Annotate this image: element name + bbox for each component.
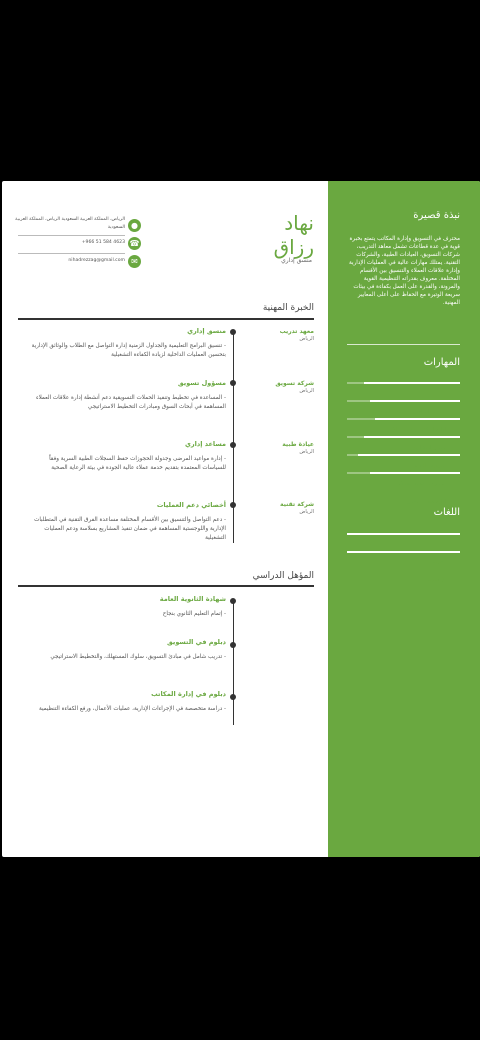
experience-entry <box>30 439 226 473</box>
degree-description: - تدريب شامل في مبادئ التسويق، سلوك المستهلك، والتخطيط الاستراتيجي <box>30 653 226 662</box>
degree-description: - إتمام التعليم الثانوي بنجاح <box>30 610 226 619</box>
skill-name: إدارة المكاتب والأعمال الإدارية <box>382 427 446 433</box>
org-city: الرياض <box>299 388 314 394</box>
timeline-line <box>233 331 234 543</box>
skill-bar <box>347 436 460 438</box>
section-rule <box>18 585 314 587</box>
experience-entry <box>30 500 226 543</box>
education-entry <box>30 689 226 714</box>
languages-title: اللغات <box>433 507 460 518</box>
timeline-dot <box>230 502 236 508</box>
language-bar <box>347 551 460 553</box>
skill-name: مهارات التواصل والعلاقات الشخصية <box>371 409 446 415</box>
skill-level <box>358 454 460 456</box>
org-name: شركة تسويق <box>275 380 314 387</box>
skill-item <box>347 379 460 415</box>
skill-level <box>364 436 460 438</box>
org-city: الرياض <box>299 509 314 515</box>
experience-title: الخبرة المهنية <box>262 303 314 313</box>
person-name <box>274 211 314 259</box>
skill-level <box>370 472 460 474</box>
org-name: شركة تقنية <box>280 501 314 508</box>
skill-level <box>375 418 460 420</box>
summary-title: نبذة قصيرة <box>413 210 460 221</box>
role-title: مساعد إداري <box>184 440 226 448</box>
org-city: الرياض <box>299 449 314 455</box>
email-text[interactable]: nihadrezzag@gmail.com <box>68 258 125 263</box>
section-rule <box>18 318 314 320</box>
experience-entry <box>30 378 226 412</box>
contact-divider <box>18 235 125 236</box>
location-pin-icon: ● <box>128 219 141 232</box>
degree-title: دبلوم في إدارة المكاتب <box>151 690 226 698</box>
skill-name: المهارات التقنية <box>413 463 446 469</box>
timeline-dot <box>230 380 236 386</box>
resume-main <box>2 181 328 857</box>
resume-page <box>2 181 480 857</box>
timeline-dot <box>230 642 236 648</box>
language-name: العربية <box>432 559 446 565</box>
org-name: عيادة طبية <box>282 441 314 448</box>
sidebar-divider <box>347 344 460 345</box>
degree-title: شهادة الثانوية العامة <box>159 595 226 603</box>
role-description: - تنسيق البرامج التعليمية والجداول الزمنية إدارة التواصل مع الطلاب والوثائق الإدارية بتحسين العمليات الداخلية لزيادة الكفاءة التشغيلية <box>30 342 226 360</box>
name-last: رزاق <box>273 235 314 259</box>
timeline-dot <box>230 598 236 604</box>
role-description: - إدارة مواعيد المرضى وجدولة الحجوزات حفظ السجلات الطبية السرية وفقاً للسياسات المعتمدة بتقديم خدمة عملاء عالية الجودة في بيئة الرعاية الصحية <box>30 455 226 473</box>
address-text: الرياض، المملكة العربية السعودية الرياض، المملكة العربية السعودية <box>15 217 125 230</box>
language-bar <box>347 533 460 535</box>
skill-bar <box>347 418 460 420</box>
skill-bar <box>347 400 460 402</box>
timeline-line <box>233 601 234 725</box>
timeline-dot <box>230 442 236 448</box>
language-item <box>347 529 460 565</box>
experience-org <box>244 501 314 515</box>
resume-sidebar <box>328 181 480 857</box>
skills-title: المهارات <box>423 357 460 368</box>
experience-entry <box>30 326 226 360</box>
org-name: معهد تدريب <box>279 328 314 335</box>
job-title: منسق إداري <box>281 257 312 264</box>
education-entry <box>30 594 226 619</box>
skill-bar <box>347 472 460 474</box>
name-first: نهاد <box>284 211 314 235</box>
skill-name: إدارة ضغوط العمل <box>406 499 446 505</box>
phone-icon: ☎ <box>129 239 140 248</box>
degree-title: دبلوم في التسويق <box>167 638 226 646</box>
timeline-dot <box>230 329 236 335</box>
summary-text: محترف في التسويق وإدارة المكاتب يتمتع بخبرة قوية في عدة قطاعات تشمل معاهد التدريب، شركات التسويق، العيادات الطبية، والشركات التقنية. يمتلك مهارات عالية في العمليات الإدارية وإدارة علاقات العملاء والتنسيق بين الأقسام المختلفة. معروف بقدراته التنظيمية القوية والمرونة، والقدرة على العمل بكفاءة في بيئات سريعة الوتيرة مع الحفاظ على أعلى المعايير المهنية. <box>349 236 460 306</box>
email-icon: ✉ <box>128 255 141 268</box>
experience-org <box>244 328 314 342</box>
role-description: - المساعدة في تخطيط وتنفيذ الحملات التسويقية دعم أنشطة إدارة علاقات العملاء المساهمة في أبحاث السوق ومبادرات التخطيط الاستراتيجي <box>30 394 226 412</box>
contact-divider <box>18 253 125 254</box>
role-title: مسؤول تسويق <box>177 379 226 387</box>
role-title: أخصائي دعم العمليات <box>156 501 226 509</box>
skill-name: تنسيق المشاريع <box>413 445 446 451</box>
skill-bar <box>347 454 460 456</box>
role-description: - دعم التواصل والتنسيق بين الأقسام المختلفة مساعدة الفرق التقنية في المتطلبات الإدارية واللوجستية المساهمة في ضمان تنفيذ المشاريع بسلاسة ودعم العمليات التشغيلية <box>30 516 226 543</box>
skill-level <box>370 400 460 402</box>
phone-text: +966 51 584 4623 <box>81 240 125 245</box>
skill-bar <box>347 382 460 384</box>
experience-org <box>244 380 314 394</box>
education-entry <box>30 637 226 662</box>
education-title: المؤهل الدراسي <box>252 571 314 581</box>
degree-description: - دراسة متخصصة في الإجراءات الإدارية، عمليات الأعمال، ورفع الكفاءة التنظيمية <box>30 705 226 714</box>
timeline-dot <box>230 694 236 700</box>
skill-name: التميز في خدمة العملاء <box>398 481 446 487</box>
experience-org <box>244 441 314 455</box>
language-name: الإنجليزية <box>427 577 446 583</box>
skill-level <box>364 382 460 384</box>
role-title: منسق إداري <box>187 327 226 335</box>
org-city: الرياض <box>299 336 314 342</box>
